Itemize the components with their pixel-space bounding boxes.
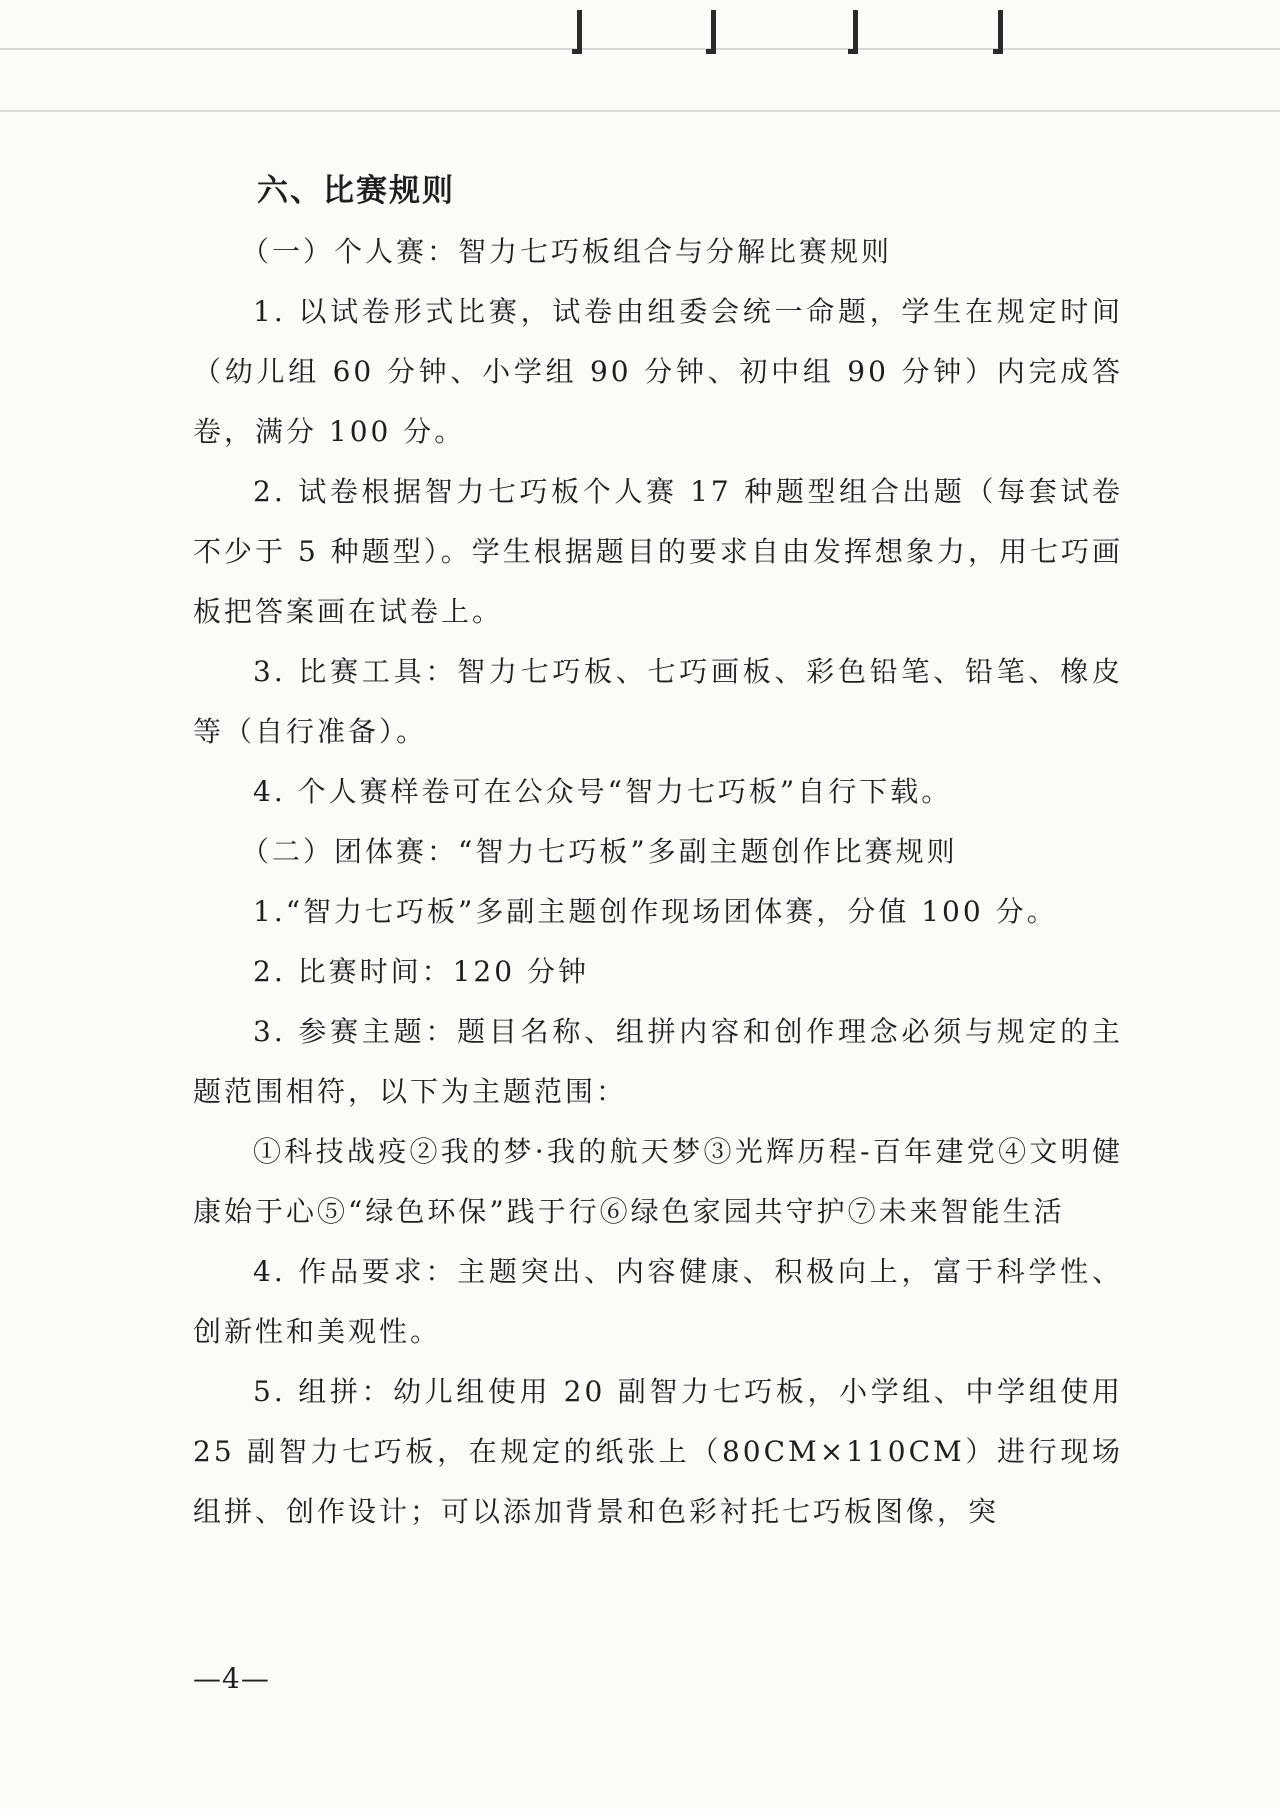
rule-paragraph: 1. 以试卷形式比赛，试卷由组委会统一命题，学生在规定时间（幼儿组 60 分钟、小学组 90 分钟、初中组 90 分钟）内完成答卷，满分 100 分。: [193, 295, 1123, 448]
subsection-heading: （一）个人赛：智力七巧板组合与分解比赛规则: [241, 235, 893, 268]
section-title: 六、比赛规则: [257, 173, 455, 209]
rule-paragraph: 2. 比赛时间：120 分钟: [253, 955, 589, 988]
page-number: —4—: [193, 1662, 270, 1695]
binding-mark: [993, 10, 1003, 54]
theme-list: ①科技战疫②我的梦·我的航天梦③光辉历程-百年建党④文明健康始于心⑤“绿色环保”践于行⑥绿色家园共守护⑦未来智能生活: [193, 1135, 1123, 1228]
rule-paragraph: 4. 个人赛样卷可在公众号“智力七巧板”自行下载。: [253, 775, 953, 808]
binding-mark: [572, 10, 582, 54]
scan-artifact-line: [0, 110, 1280, 112]
document-body: [193, 160, 1123, 1542]
rule-paragraph: 3. 参赛主题：题目名称、组拼内容和创作理念必须与规定的主题范围相符，以下为主题范围：: [193, 1015, 1123, 1108]
binding-mark: [706, 10, 716, 54]
rule-paragraph: 3. 比赛工具：智力七巧板、七巧画板、彩色铅笔、铅笔、橡皮等（自行准备）。: [193, 655, 1123, 748]
rule-paragraph: 5. 组拼：幼儿组使用 20 副智力七巧板，小学组、中学组使用 25 副智力七巧板，在规定的纸张上（80CM×110CM）进行现场组拼、创作设计；可以添加背景和色彩衬托七巧板图像，突: [193, 1375, 1123, 1528]
rule-paragraph: 4. 作品要求：主题突出、内容健康、积极向上，富于科学性、创新性和美观性。: [193, 1255, 1123, 1348]
rule-paragraph: 1.“智力七巧板”多副主题创作现场团体赛，分值 100 分。: [253, 895, 1058, 928]
binding-mark: [848, 10, 858, 54]
rule-paragraph: 2. 试卷根据智力七巧板个人赛 17 种题型组合出题（每套试卷不少于 5 种题型）。学生根据题目的要求自由发挥想象力，用七巧画板把答案画在试卷上。: [193, 475, 1123, 628]
scan-artifact-line: [0, 48, 1280, 50]
subsection-heading: （二）团体赛：“智力七巧板”多副主题创作比赛规则: [241, 835, 958, 868]
